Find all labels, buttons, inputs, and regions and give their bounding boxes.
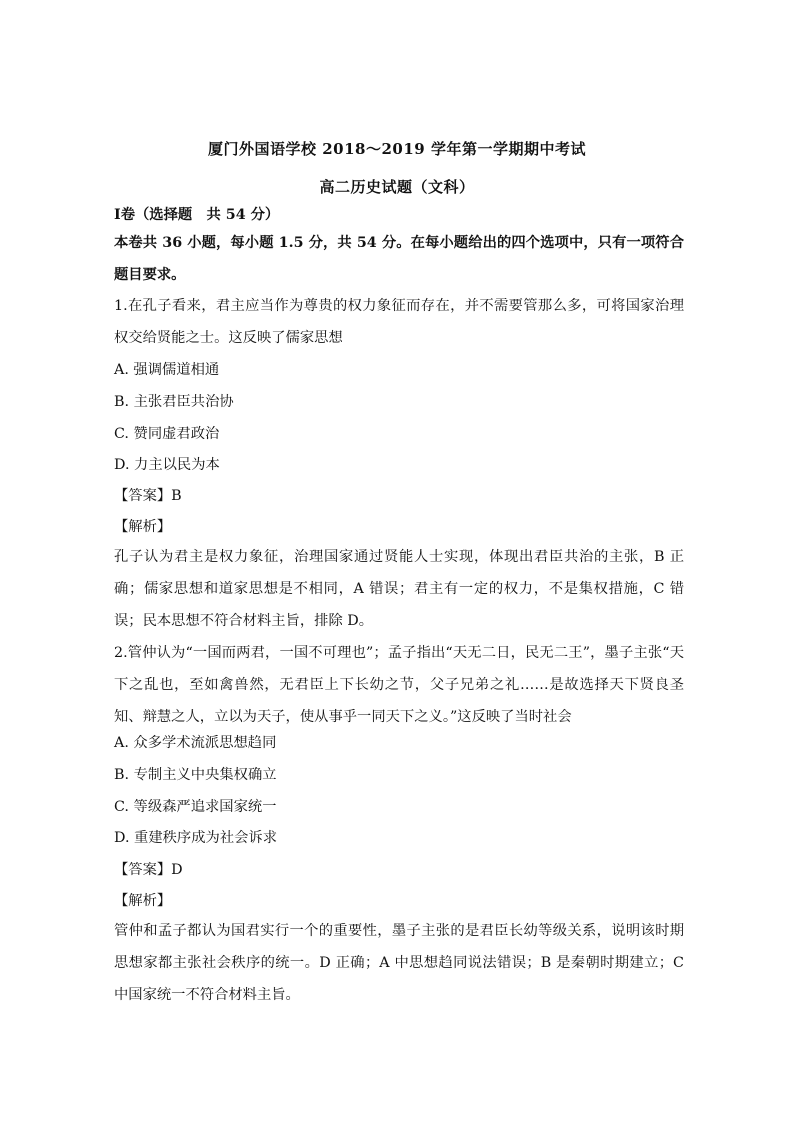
question-1-option-d: D. 力主以民为本 <box>114 457 220 473</box>
question-2-analysis-label: 【解析】 <box>114 893 172 909</box>
question-1-option-a: A. 强调儒道相通 <box>114 362 220 378</box>
question-2-option-a: A. 众多学术流派思想趋同 <box>114 735 277 751</box>
question-1-analysis-label: 【解析】 <box>114 519 172 535</box>
question-1-answer: 【答案】B <box>114 488 182 504</box>
question-1-stem: 1.在孔子看来，君主应当作为尊贵的权力象征而存在，并不需要管那么多，可将国家治理权交给贤能之士。这反映了儒家思想 <box>114 298 684 346</box>
question-2-answer: 【答案】D <box>114 862 183 878</box>
section-instructions: 本卷共 36 小题，每小题 1.5 分，共 54 分。在每小题给出的四个选项中，只有一项符合题目要求。 <box>114 235 684 283</box>
question-2-stem: 2.管仲认为“一国而两君，一国不可理也”；孟子指出“天无二日，民无二王”，墨子主张“天下之乱也，至如禽兽然，无君臣上下长幼之节，父子兄弟之礼……是故选择天下贤良圣知、辩慧之人，立以为天子，使从事乎一同天下之义。”这反映了当时社会 <box>114 645 684 725</box>
question-1-option-c: C. 赞同虚君政治 <box>114 426 220 442</box>
question-1-analysis: 孔子认为君主是权力象征，治理国家通过贤能人士实现，体现出君臣共治的主张，B 正确；儒家思想和道家思想是不相同，A 错误；君主有一定的权力，不是集权措施，C 错误；民本思想不符合材料主旨，排除 D。 <box>114 549 684 629</box>
question-2-option-c: C. 等级森严追求国家统一 <box>114 799 277 815</box>
page-title: 厦门外国语学校 2018～2019 学年第一学期期中考试 <box>208 140 586 158</box>
question-2-analysis: 管仲和孟子都认为国君实行一个的重要性，墨子主张的是君臣长幼等级关系，说明该时期思想家都主张社会秩序的统一。D 正确；A 中思想趋同说法错误；B 是秦朝时期建立；C 中国家统一不符合材料主旨。 <box>114 923 684 1003</box>
question-1-option-b: B. 主张君臣共治协 <box>114 394 234 410</box>
question-2-option-d: D. 重建秩序成为社会诉求 <box>114 830 278 846</box>
section-heading: Ⅰ卷（选择题 共 54 分） <box>114 207 280 223</box>
question-2-option-b: B. 专制主义中央集权确立 <box>114 767 277 783</box>
page-subtitle: 高二历史试题（文科） <box>319 178 475 196</box>
